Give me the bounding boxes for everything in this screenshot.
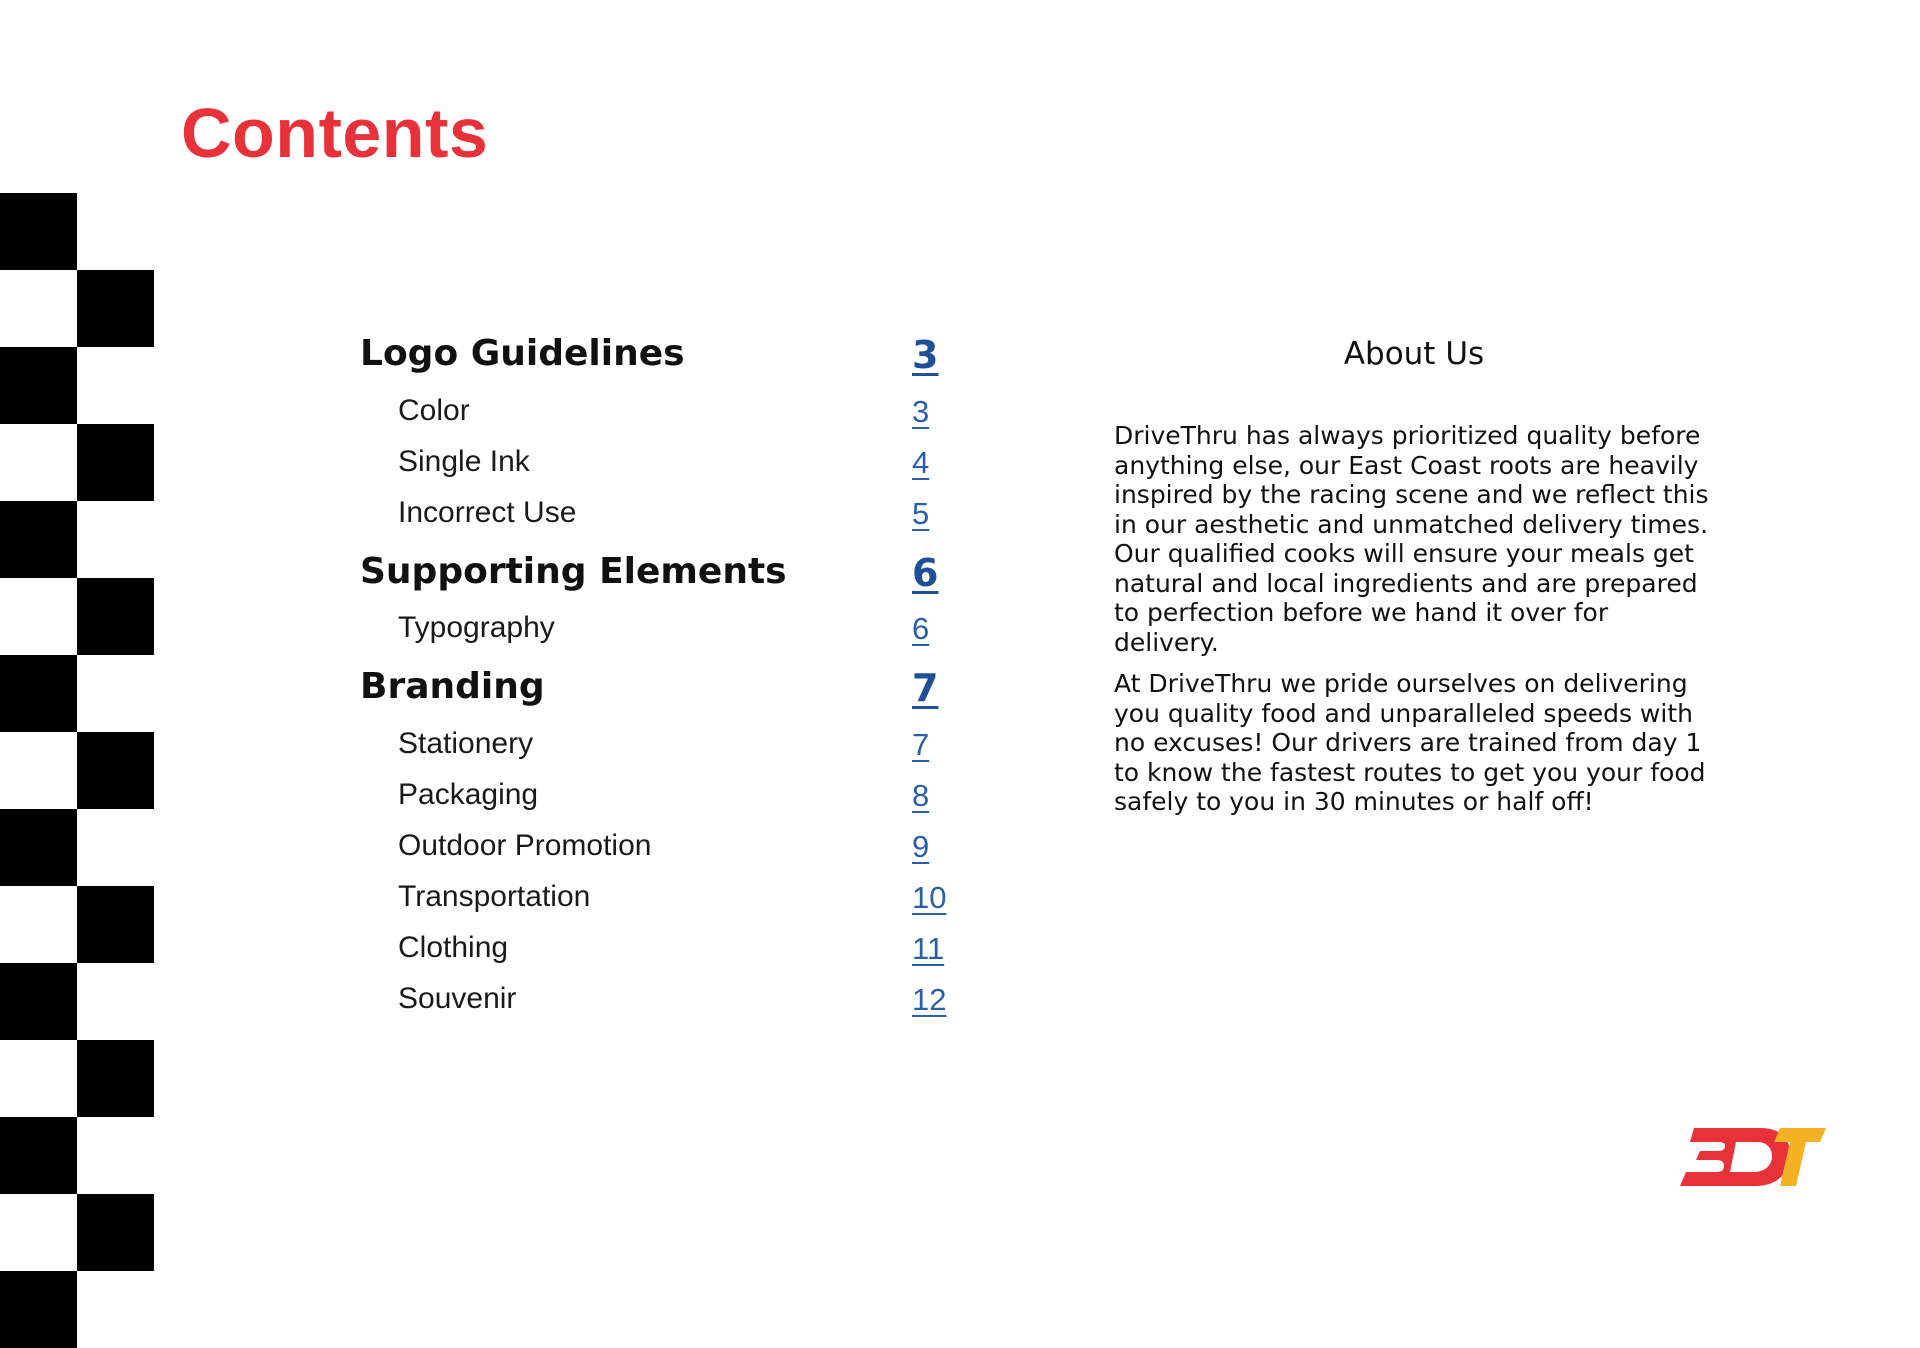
toc-page-link[interactable]: 12 — [912, 982, 947, 1017]
about-paragraph: DriveThru has always prioritized quality before anything else, our East Coast roots are heavily inspired by the racing scene and we reflect this in our aesthetic and unmatched delivery times. Our qualified cooks will ensure your meals get natural and local ingredients and are prepared to perfection before we hand it over for delivery. — [1114, 421, 1709, 657]
toc-item-stationery — [0, 729, 1000, 779]
toc-item-outdoor-promotion — [0, 831, 1000, 881]
toc-page-link[interactable]: 6 — [912, 551, 939, 595]
toc-section-branding — [0, 666, 1000, 719]
toc-item-transportation — [0, 882, 1000, 932]
toc-section-label: Branding — [360, 666, 545, 707]
toc-item-label: Incorrect Use — [398, 496, 577, 529]
about-us-panel — [1114, 336, 1714, 829]
toc-item-clothing — [0, 933, 1000, 983]
toc-item-packaging — [0, 780, 1000, 830]
toc-page-link[interactable]: 3 — [912, 333, 939, 377]
toc-item-incorrect-use — [0, 498, 1000, 548]
toc-page-link[interactable]: 3 — [912, 394, 930, 429]
toc-item-label: Souvenir — [398, 982, 517, 1015]
toc-page-link[interactable]: 7 — [912, 727, 930, 762]
toc-item-color — [0, 396, 1000, 446]
toc-item-typography — [0, 613, 1000, 663]
toc-item-label: Single Ink — [398, 445, 530, 478]
toc-page-link[interactable]: 5 — [912, 496, 930, 531]
toc-item-label: Color — [398, 394, 470, 427]
toc-page-link[interactable]: 9 — [912, 829, 930, 864]
toc-page-link[interactable]: 6 — [912, 611, 930, 646]
toc-item-label: Transportation — [398, 880, 591, 913]
toc-item-label: Outdoor Promotion — [398, 829, 652, 862]
toc-page-link[interactable]: 10 — [912, 880, 947, 915]
toc-item-single-ink — [0, 447, 1000, 497]
toc-item-souvenir — [0, 984, 1000, 1034]
toc-section-logo-guidelines — [0, 333, 1000, 386]
about-paragraph: At DriveThru we pride ourselves on delivering you quality food and unparalleled speeds with no excuses! Our drivers are trained from day 1 to know the fastest routes to get you your food safely to you in 30 minutes or half off! — [1114, 669, 1706, 817]
toc-section-supporting-elements — [0, 551, 1000, 604]
toc-page-link[interactable]: 8 — [912, 778, 930, 813]
toc-section-label: Logo Guidelines — [360, 333, 685, 374]
toc-section-label: Supporting Elements — [360, 551, 787, 592]
toc-item-label: Packaging — [398, 778, 539, 811]
toc-page-link[interactable]: 7 — [912, 666, 939, 710]
dt-brand-logo-icon — [1676, 1124, 1828, 1190]
about-heading: About Us — [1343, 336, 1485, 372]
toc-item-label: Clothing — [398, 931, 509, 964]
logo-red-mark — [1680, 1128, 1790, 1186]
toc-page-link[interactable]: 4 — [912, 445, 930, 480]
toc-page-link[interactable]: 11 — [912, 931, 945, 966]
page-title: Contents — [181, 94, 489, 172]
toc-item-label: Typography — [398, 611, 555, 644]
toc-item-label: Stationery — [398, 727, 534, 760]
